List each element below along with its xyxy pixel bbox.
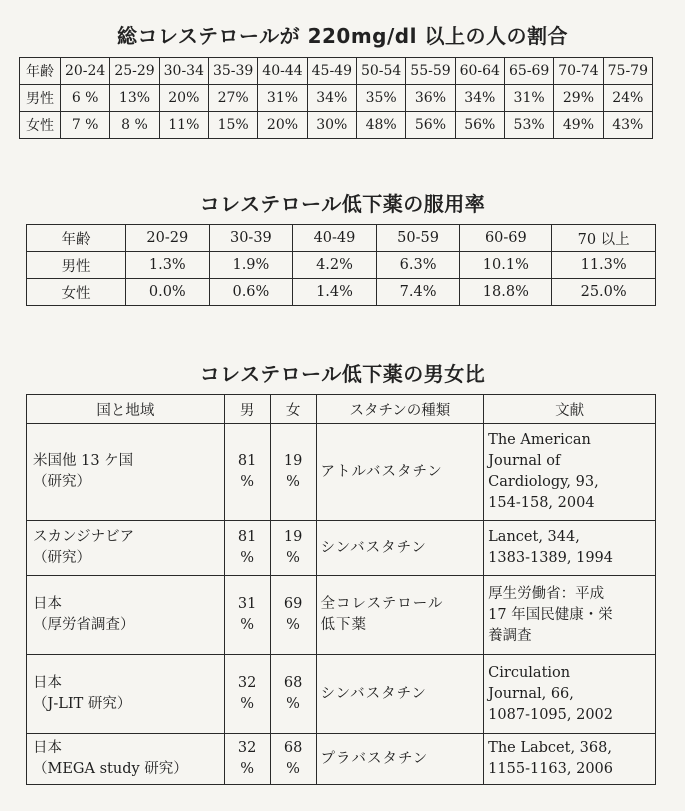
region-cell [27,734,225,785]
region-study: （厚労省調査） [33,617,135,633]
cell-value: 56% [406,112,455,139]
table-header-row [27,225,656,252]
region-study: （J-LIT 研究） [33,696,132,712]
age-group: 40-49 [293,225,377,252]
age-group: 20-24 [61,58,110,85]
table-header-row [27,395,656,424]
age-group: 30-34 [159,58,208,85]
cell-value: 34% [455,85,504,112]
cell-value: 36% [406,85,455,112]
cell-value: 53% [504,112,553,139]
cell-value: 18.8% [460,279,552,306]
male-unit: % [240,550,255,566]
region-study: （研究） [33,474,91,490]
male-unit: % [240,696,255,712]
female-unit: % [286,696,300,712]
row-label: 女性 [20,112,61,139]
female-cell [270,655,316,734]
female-value: 68 [283,675,303,691]
table-row [27,655,656,734]
table-row [27,521,656,576]
statin-name: シンバスタチン [320,685,427,702]
female-value: 19 [283,453,303,469]
cell-value: 7.4% [376,279,460,306]
region-cell [27,521,225,576]
table-row-male [20,85,653,112]
statin-cell [316,734,484,785]
cell-value: 1.4% [293,279,377,306]
reference-line: Cardiology, 93, [488,474,599,490]
statin-cell [316,576,484,655]
age-header: 年齢 [27,225,126,252]
cell-value: 10.1% [460,252,552,279]
cell-value: 34% [307,85,356,112]
cell-value: 8 % [110,112,159,139]
reference-line: 1087-1095, 2002 [488,706,613,723]
column-header-male: 男 [224,395,270,424]
cell-value: 48% [356,112,405,139]
cholesterol-ratio-title: 総コレステロールが 220mg/dl 以上の人の割合 [117,24,568,48]
table-row [27,424,656,521]
cell-value: 0.6% [209,279,293,306]
region-cell [27,655,225,734]
age-group: 20-29 [126,225,210,252]
age-group: 75-79 [603,58,652,85]
age-group: 50-59 [376,225,460,252]
region-name: スカンジナビア [33,529,135,545]
male-cell [224,655,270,734]
reference-line: 養調査 [488,627,532,644]
gender-ratio-title: コレステロール低下薬の男女比 [199,362,486,386]
cell-value: 56% [455,112,504,139]
table-header-row [20,58,653,85]
male-value: 81 [237,453,257,469]
table-row [27,576,656,655]
cholesterol-ratio-table [19,57,653,139]
reference-cell [484,424,656,521]
column-header-statin: スタチンの種類 [316,395,484,424]
female-cell [270,734,316,785]
region-cell [27,424,225,521]
cell-value: 7 % [61,112,110,139]
cell-value: 13% [110,85,159,112]
statin-name: アトルバスタチン [320,463,443,480]
reference-line: Journal, 66, [488,685,574,702]
female-value: 69 [283,596,303,612]
statin-name: シンバスタチン [320,539,427,556]
cell-value: 20% [159,85,208,112]
reference-cell [484,734,656,785]
male-value: 32 [237,740,257,756]
table-row-male [27,252,656,279]
female-value: 68 [283,740,303,756]
gender-ratio-table [26,394,656,785]
age-group: 45-49 [307,58,356,85]
age-group: 70-74 [554,58,603,85]
age-header: 年齢 [20,58,61,85]
cell-value: 0.0% [126,279,210,306]
female-value: 19 [283,529,303,545]
cell-value: 31% [258,85,307,112]
age-group: 30-39 [209,225,293,252]
male-value: 81 [237,529,257,545]
region-study: （研究） [33,550,91,566]
reference-line: Lancet, 344, [488,529,580,545]
age-group: 60-64 [455,58,504,85]
female-unit: % [286,761,300,777]
cell-value: 30% [307,112,356,139]
male-cell [224,424,270,521]
age-group: 50-54 [356,58,405,85]
male-cell [224,521,270,576]
male-value: 32 [237,675,257,691]
male-cell [224,734,270,785]
cell-value: 43% [603,112,652,139]
statin-cell [316,424,484,521]
female-unit: % [286,550,300,566]
male-cell [224,576,270,655]
male-unit: % [240,761,255,777]
male-unit: % [240,617,255,633]
region-name: 日本 [33,675,62,691]
male-unit: % [240,474,255,490]
reference-line: 1155-1163, 2006 [488,761,613,777]
statin-name: プラバスタチン [320,750,429,767]
age-group: 25-29 [110,58,159,85]
female-cell [270,424,316,521]
cell-value: 31% [504,85,553,112]
cell-value: 1.9% [209,252,293,279]
statin-name: 低下薬 [320,617,368,633]
table-row-female [27,279,656,306]
column-header-reference: 文献 [484,395,656,424]
region-cell [27,576,225,655]
female-unit: % [286,474,300,490]
reference-line: Circulation [488,664,571,681]
row-label: 男性 [20,85,61,112]
reference-line: Journal of [488,453,561,469]
cell-value: 25.0% [552,279,656,306]
reference-line: The Labcet, 368, [488,740,612,756]
cell-value: 20% [258,112,307,139]
cell-value: 24% [603,85,652,112]
cell-value: 11% [159,112,208,139]
reference-cell [484,576,656,655]
cell-value: 35% [356,85,405,112]
age-group: 35-39 [208,58,257,85]
cell-value: 6 % [61,85,110,112]
female-cell [270,576,316,655]
row-label: 男性 [27,252,126,279]
reference-line: 1383-1389, 1994 [488,550,613,566]
cell-value: 1.3% [126,252,210,279]
region-name: 米国他 13 ケ国 [33,453,134,469]
reference-line: 17 年国民健康・栄 [488,606,613,623]
cell-value: 6.3% [376,252,460,279]
cell-value: 11.3% [552,252,656,279]
medication-rate-table [26,224,656,306]
column-header-female: 女 [270,395,316,424]
statin-name: 全コレステロール [320,596,444,612]
cell-value: 15% [208,112,257,139]
male-value: 31 [237,596,257,612]
statin-cell [316,655,484,734]
table-row-female [20,112,653,139]
region-name: 日本 [33,596,62,612]
reference-cell [484,655,656,734]
female-unit: % [286,617,300,633]
table-row [27,734,656,785]
cell-value: 49% [554,112,603,139]
column-header-region: 国と地域 [27,395,225,424]
age-group: 55-59 [406,58,455,85]
female-cell [270,521,316,576]
reference-line: 154-158, 2004 [488,495,595,511]
reference-cell [484,521,656,576]
cell-value: 4.2% [293,252,377,279]
reference-line: The American [488,432,591,448]
age-group: 65-69 [504,58,553,85]
cell-value: 27% [208,85,257,112]
region-study: （MEGA study 研究） [33,761,188,777]
medication-rate-title: コレステロール低下薬の服用率 [199,192,486,216]
age-group: 70 以上 [552,225,656,252]
statin-cell [316,521,484,576]
row-label: 女性 [27,279,126,306]
region-name: 日本 [33,740,62,756]
reference-line: 厚生労働省：平成 [488,585,605,602]
age-group: 60-69 [460,225,552,252]
cell-value: 29% [554,85,603,112]
age-group: 40-44 [258,58,307,85]
